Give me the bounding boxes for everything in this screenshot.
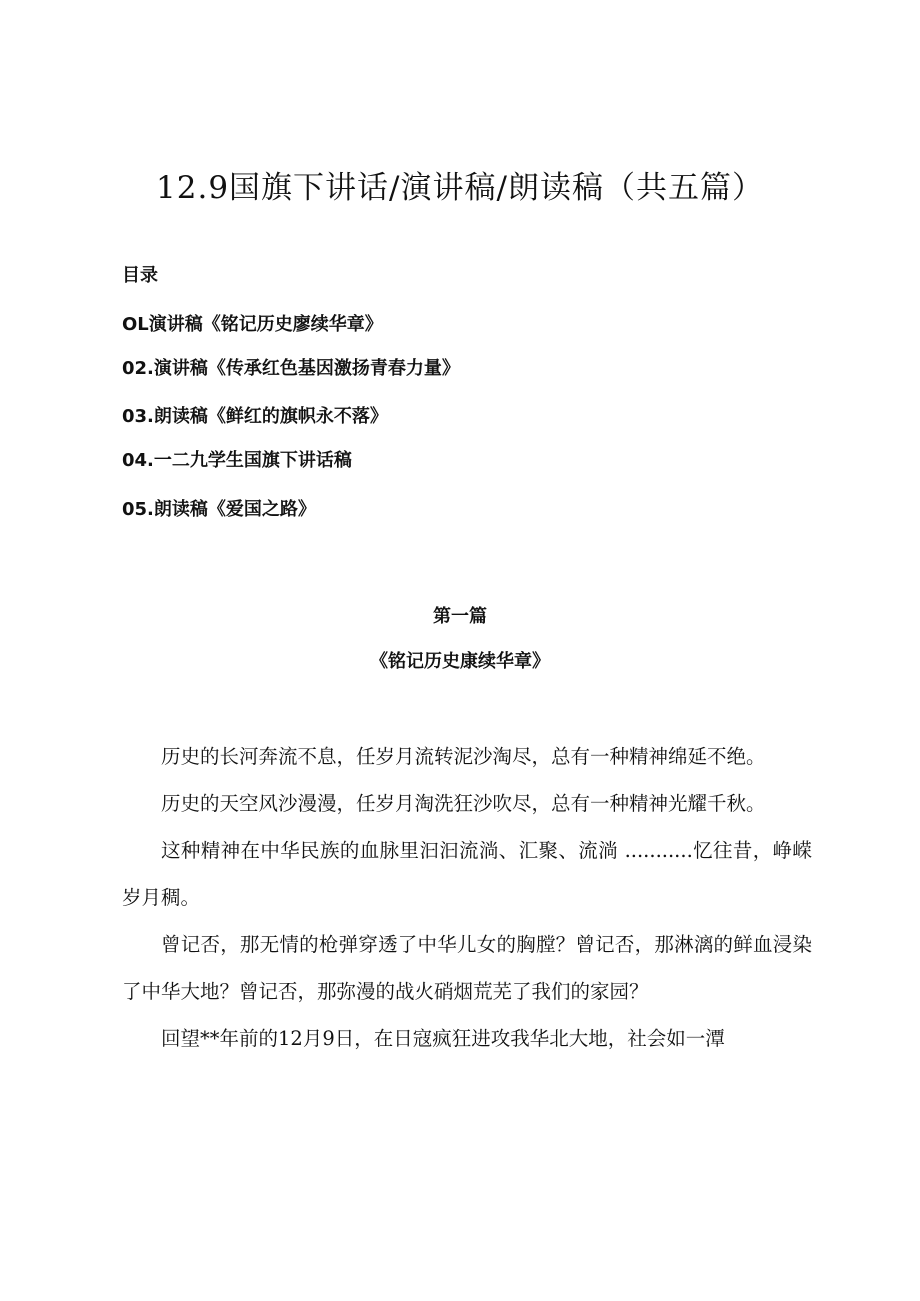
toc-heading: 目录 (122, 265, 158, 286)
toc-item[interactable]: 02.演讲稿《传承红色基因激扬青春力量》 (122, 358, 460, 379)
toc-item[interactable]: 04.一二九学生国旗下讲话稿 (122, 450, 352, 471)
body-paragraph: 这种精神在中华民族的血脉里汩汩流淌、汇聚、流淌 ...........忆往昔，峥嵘岁月稠。 (122, 839, 812, 909)
toc-item[interactable]: 03.朗读稿《鲜红的旗帜永不落》 (122, 406, 388, 427)
body-paragraph: 曾记否，那无情的枪弹穿透了中华儿女的胸膛？曾记否，那淋漓的鲜血浸染了中华大地？曾记否，那弥漫的战火硝烟荒芜了我们的家园？ (122, 933, 812, 1003)
document-title: 12.9国旗下讲话/演讲稿/朗读稿（共五篇） (156, 170, 764, 206)
chapter-label: 第一篇 (433, 606, 487, 627)
toc-item[interactable]: OL演讲稿《铭记历史廖续华章》 (122, 314, 383, 335)
chapter-body (122, 733, 812, 1062)
body-paragraph: 历史的天空风沙漫漫，任岁月淘洗狂沙吹尽，总有一种精神光耀千秋。 (161, 792, 766, 815)
body-paragraph: 回望**年前的12月9日，在日寇疯狂进攻我华北大地，社会如一潭 (161, 1027, 725, 1050)
body-paragraph: 历史的长河奔流不息，任岁月流转泥沙淘尽，总有一种精神绵延不绝。 (161, 745, 766, 768)
chapter-title: 《铭记历史康续华章》 (370, 651, 550, 672)
toc-item[interactable]: 05.朗读稿《爱国之路》 (122, 499, 316, 520)
